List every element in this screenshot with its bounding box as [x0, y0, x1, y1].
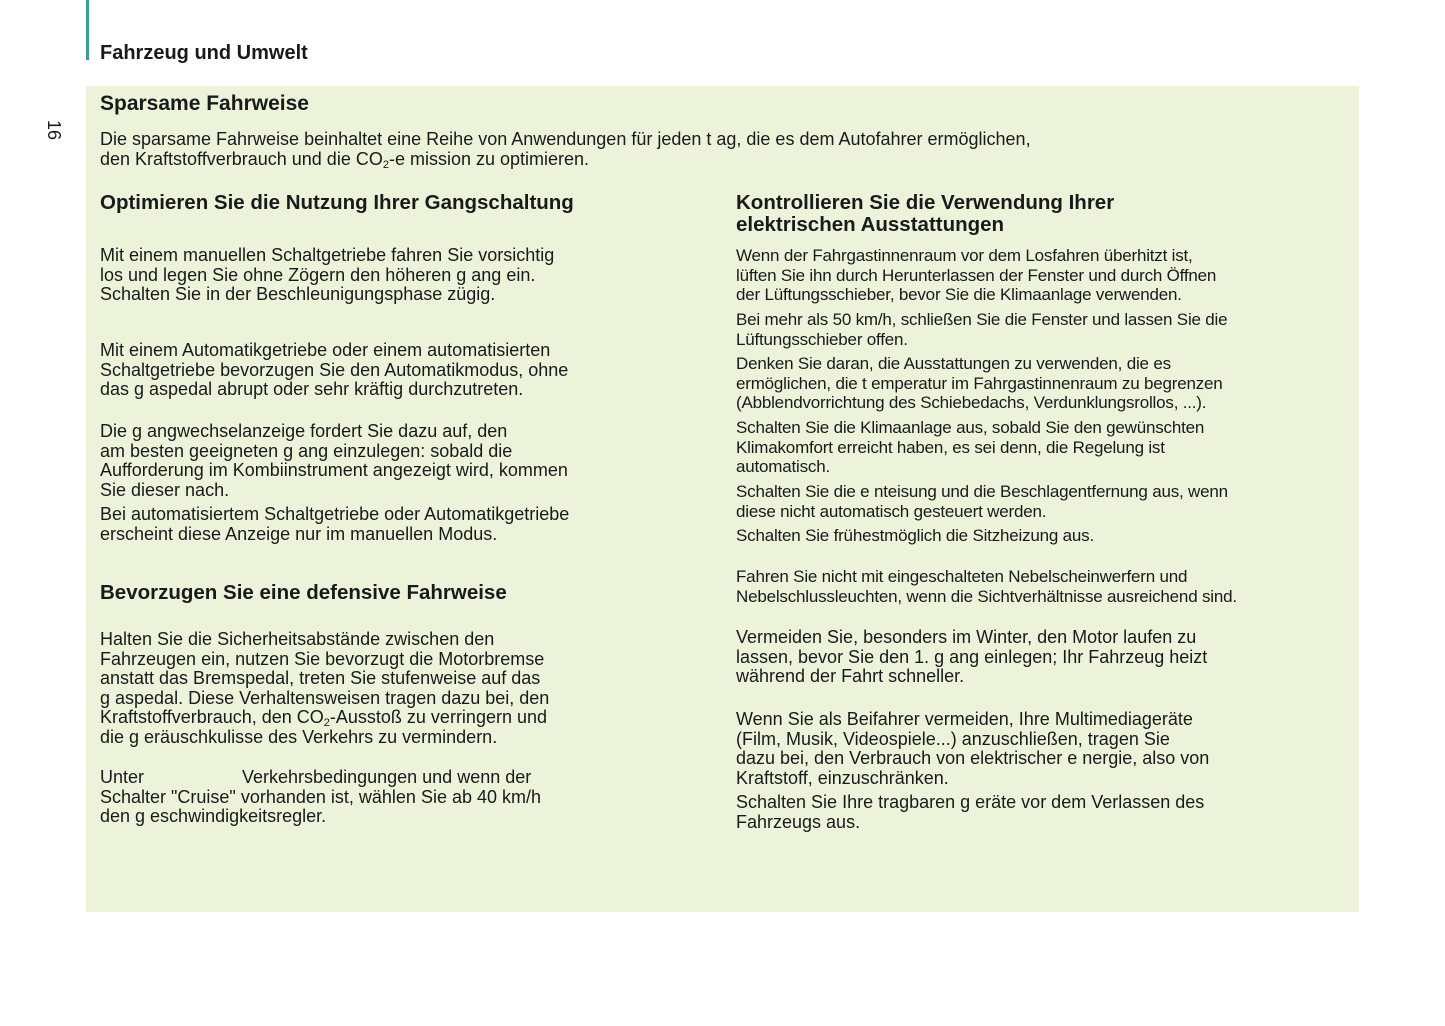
- paragraph-manual-gearbox: Mit einem manuellen Schaltgetriebe fahren Sie vorsichtig los und legen Sie ohne Zögern den höheren g ang ein. Schalten Sie in der Beschleunigungsphase zügig.: [100, 245, 555, 304]
- heading-electrical-equipment: Kontrollieren Sie die Verwendung Ihrer elektrischen Ausstattungen: [736, 191, 1115, 236]
- heading-gear-shift: Optimieren Sie die Nutzung Ihrer Gangschaltung: [100, 191, 574, 214]
- paragraph-multimedia: Wenn Sie als Beifahrer vermeiden, Ihre Multimediageräte (Film, Musik, Videospiele...) anzuschließen, tragen Sie dazu bei, den Verbrauch von elektrischer e nergie, also von Kraftstoff, einzuschränken.: [736, 709, 1210, 788]
- paragraph-safety-distance: Halten Sie die Sicherheitsabstände zwischen den Fahrzeugen ein, nutzen Sie bevorzugt die Motorbremse anstatt das Bremspedal, treten Sie stufenweise auf das g aspedal. Diese Verhaltensweisen tragen dazu bei, den Kraftstoffverbrauch, den $CO_2$-Ausstoß zu verringern und die g eräuschkulisse des Verkehrs zu vermindern.: [100, 629, 550, 747]
- intro-line: den Kraftstoffverbrauch und die $CO_2-e$ mission zu optimieren.: [100, 148, 590, 171]
- co2-subscript: 2: [382, 158, 389, 171]
- page-title: Sparsame Fahrweise: [100, 92, 309, 115]
- co2-subscript: 2: [323, 717, 330, 729]
- paragraph-fog-lights: Fahren Sie nicht mit eingeschalteten Nebelscheinwerfern und Nebelschlussleuchten, wenn die Sichtverhältnisse ausreichend sind.: [736, 567, 1237, 606]
- paragraph-portable-devices: Schalten Sie Ihre tragbaren g eräte vor dem Verlassen des Fahrzeugs aus.: [736, 792, 1205, 832]
- header-accent-rule: [86, 0, 89, 60]
- paragraph-windows-50kmh: Bei mehr als 50 km/h, schließen Sie die Fenster und lassen Sie die Lüftungsschieber offen.: [736, 310, 1228, 349]
- paragraph-gear-indicator: Die g angwechselanzeige fordert Sie dazu auf, den am besten geeigneten g ang einzulegen: sobald die Aufforderung im Kombiinstrument angezeigt wird, kommen Sie dieser nach.: [100, 421, 568, 500]
- paragraph-ventilation: Wenn der Fahrgastinnenraum vor dem Losfahren überhitzt ist, lüften Sie ihn durch Herunterlassen der Fenster und durch Öffnen der Lüftungsschieber, bevor Sie die Klimaanlage verwenden.: [736, 246, 1217, 304]
- heading-defensive-driving: Bevorzugen Sie eine defensive Fahrweise: [100, 581, 507, 604]
- paragraph-temperature-limit: Denken Sie daran, die Ausstattungen zu verwenden, die es ermöglichen, die t emperatur im Fahrgastinnenraum zu begrenzen (Abblendvorrichtung des Schiebedachs, Verdunklungsrollos, ...).: [736, 354, 1223, 412]
- paragraph-defrost: Schalten Sie die e nteisung und die Beschlagentfernung aus, wenn diese nicht automatisch gesteuert werden.: [736, 482, 1228, 521]
- intro-line: Die sparsame Fahrweise beinhaltet eine Reihe von Anwendungen für jeden t ag, die es dem Autofahrer ermöglichen,: [100, 129, 1031, 149]
- section-header: Fahrzeug und Umwelt: [100, 42, 308, 64]
- page-number: 16: [44, 120, 64, 141]
- paragraph-indicator-manual-mode: Bei automatisiertem Schaltgetriebe oder Automatikgetriebe erscheint diese Anzeige nur im manuellen Modus.: [100, 504, 570, 544]
- paragraph-cruise-control: Unter Verkehrsbedingungen und wenn der Schalter "Cruise" vorhanden ist, wählen Sie ab 40 km/h den g eschwindigkeitsregler.: [100, 767, 542, 826]
- paragraph-seat-heating: Schalten Sie frühestmöglich die Sitzheizung aus.: [736, 526, 1095, 545]
- paragraph-engine-idling: Vermeiden Sie, besonders im Winter, den Motor laufen zu lassen, bevor Sie den 1. g ang einlegen; Ihr Fahrzeug heizt während der Fahrt schneller.: [736, 627, 1208, 686]
- intro-paragraph: [100, 130, 1340, 169]
- paragraph-automatic-gearbox: Mit einem Automatikgetriebe oder einem automatisierten Schaltgetriebe bevorzugen Sie den Automatikmodus, ohne das g aspedal abrupt oder sehr kräftig durchzutreten.: [100, 340, 569, 399]
- paragraph-air-conditioning: Schalten Sie die Klimaanlage aus, sobald Sie den gewünschten Klimakomfort erreicht haben, es sei denn, die Regelung ist automatisch.: [736, 418, 1205, 476]
